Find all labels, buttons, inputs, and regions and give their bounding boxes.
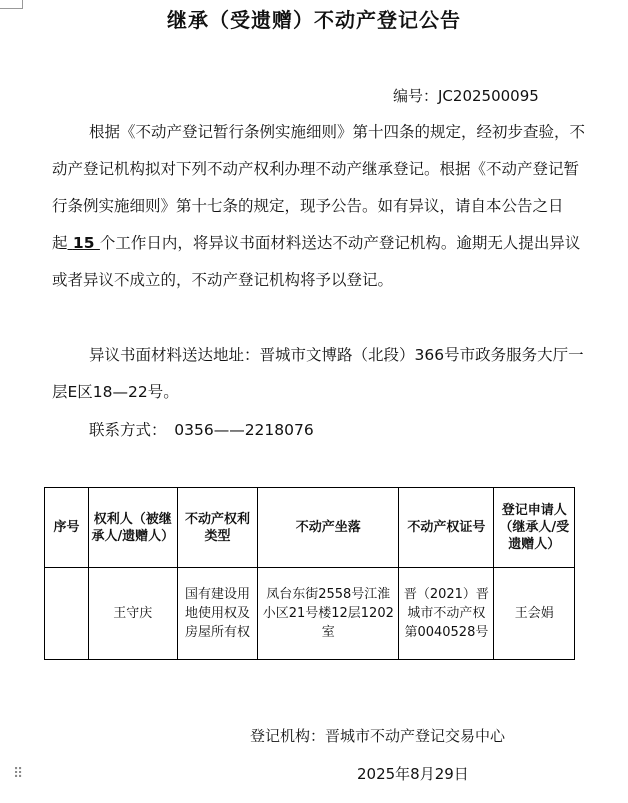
registration-authority: 登记机构：晋城市不动产登记交易中心	[250, 727, 506, 745]
objection-days: 15	[72, 234, 95, 252]
header-applicant: 登记申请人（继承人/受遗赠人）	[494, 488, 575, 568]
table-header-row	[45, 488, 575, 568]
cell-right-holder: 王守庆	[88, 568, 177, 660]
registration-table	[44, 487, 575, 660]
paragraph-text-after: 个工作日内，将异议书面材料送达不动产登记机构。逾期无人提出异议或者异议不成立的，不动产登记机构将予以登记。	[52, 234, 581, 289]
cell-serial	[45, 568, 89, 660]
paragraph-text-before: 根据《不动产登记暂行条例实施细则》第十四条的规定，经初步查验，不动产登记机构拟对下列不动产权利办理不动产继承登记。根据《不动产登记暂行条例实施细则》第十七条的规定，现予公告。如有异议，请自本公告之日起	[52, 123, 586, 252]
cell-certificate-no: 晋（2021）晋城市不动产权第0040528号	[399, 568, 494, 660]
objection-address-paragraph: 异议书面材料送达地址：晋城市文博路（北段）366号市政务服务大厅一层E区18—22号。	[52, 346, 584, 401]
document-number: 编号：JC202500095	[393, 87, 539, 105]
header-right-type: 不动产权利类型	[177, 488, 257, 568]
cell-right-type: 国有建设用地使用权及房屋所有权	[177, 568, 257, 660]
announcement-date: 2025年8月29日	[357, 765, 469, 783]
contact-info: 联系方式： 0356——2218076	[89, 421, 314, 439]
announcement-paragraph	[52, 114, 592, 299]
cell-location: 凤台东街2558号江淮小区21号楼12层1202室	[258, 568, 399, 660]
table-row	[45, 568, 575, 660]
header-right-holder: 权利人（被继承人/遗赠人）	[88, 488, 177, 568]
header-certificate-no: 不动产权证号	[399, 488, 494, 568]
page-title: 继承（受遗赠）不动产登记公告	[167, 8, 461, 32]
header-serial: 序号	[45, 488, 89, 568]
header-location: 不动产坐落	[258, 488, 399, 568]
cell-applicant: 王会娟	[494, 568, 575, 660]
drag-handle-icon[interactable]: ⠿	[13, 766, 22, 782]
